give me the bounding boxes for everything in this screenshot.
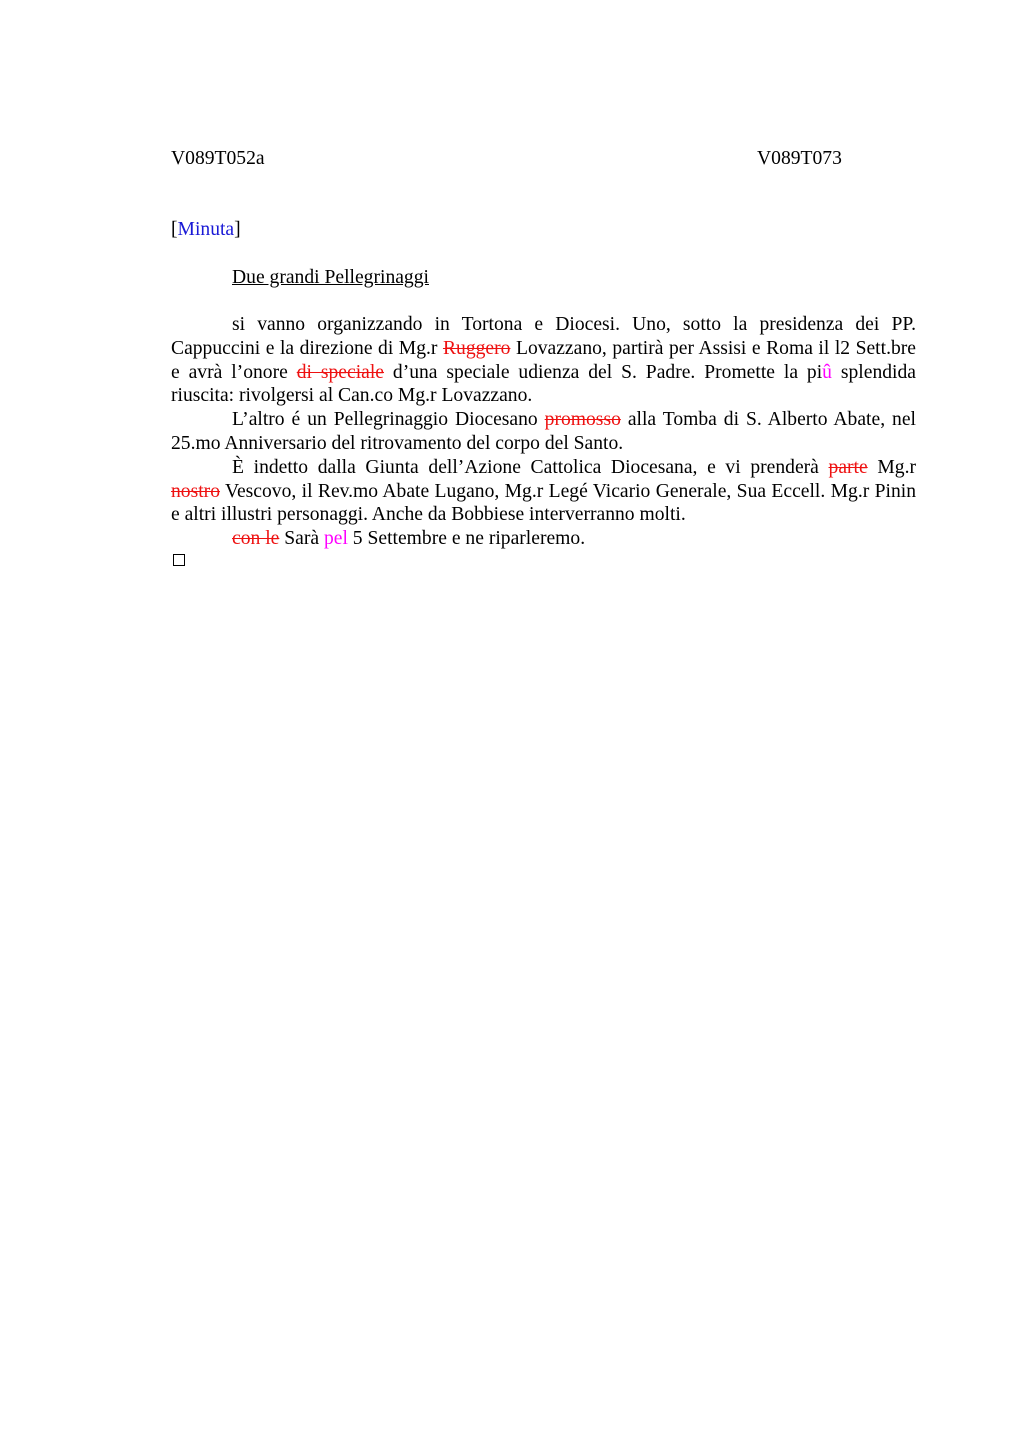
deleted-text: promosso	[544, 409, 621, 431]
document-code-right: V089T073	[757, 148, 842, 169]
minuta-label: Minuta	[177, 219, 235, 240]
text: Sarà	[279, 528, 324, 550]
deleted-text: con le	[232, 528, 280, 550]
bracket-close: ]	[234, 219, 241, 240]
text: si vanno organizzando in Tortona e Diocesi. Uno, sotto la presidenza dei PP. Cappuccini e la direzione di Mg.r	[171, 314, 916, 359]
bracket-open: [	[171, 219, 178, 240]
document-code-left: V089T052a	[171, 148, 265, 169]
text: splendida riuscita: rivolgersi al Can.co Mg.r Lovazzano.	[171, 361, 916, 407]
deleted-text: Ruggero	[442, 337, 511, 359]
article-title: Due grandi Pellegrinaggi	[232, 267, 429, 288]
inserted-text: pel	[323, 528, 348, 550]
text: Mg.r	[867, 456, 916, 478]
end-square-icon	[173, 554, 185, 566]
text: L’altro é un Pellegrinaggio Diocesano	[232, 409, 545, 431]
paragraph-3	[171, 456, 916, 527]
paragraph-4	[171, 527, 916, 551]
paragraph-2	[171, 408, 916, 456]
minuta-note	[171, 218, 241, 242]
deleted-text: di speciale	[296, 361, 384, 383]
text: È indetto dalla Giunta dell’Azione Cattolica Diocesana, e vi prenderà	[232, 456, 829, 478]
deleted-text: nostro	[171, 480, 220, 502]
paragraph-1	[171, 313, 916, 408]
text: d’una speciale udienza del S. Padre. Promette la pi	[383, 361, 823, 383]
text: alla Tomba di S. Alberto Abate, nel 25.mo Anniversario del ritrovamento del corpo del Santo.	[171, 409, 916, 454]
text: Vescovo, il Rev.mo Abate Lugano, Mg.r Legé Vicario Generale, Sua Eccell. Mg.r Pinin e altri illustri personaggi. Anche da Bobbiese interverranno molti.	[171, 480, 916, 526]
text: Lovazzano, partirà per Assisi e Roma il l2 Sett.bre e avrà l’onore	[171, 337, 916, 383]
inserted-text: û	[822, 361, 832, 383]
text: 5 Settembre e ne riparleremo.	[347, 528, 586, 550]
deleted-text: parte	[828, 456, 868, 478]
article-body	[171, 313, 916, 551]
